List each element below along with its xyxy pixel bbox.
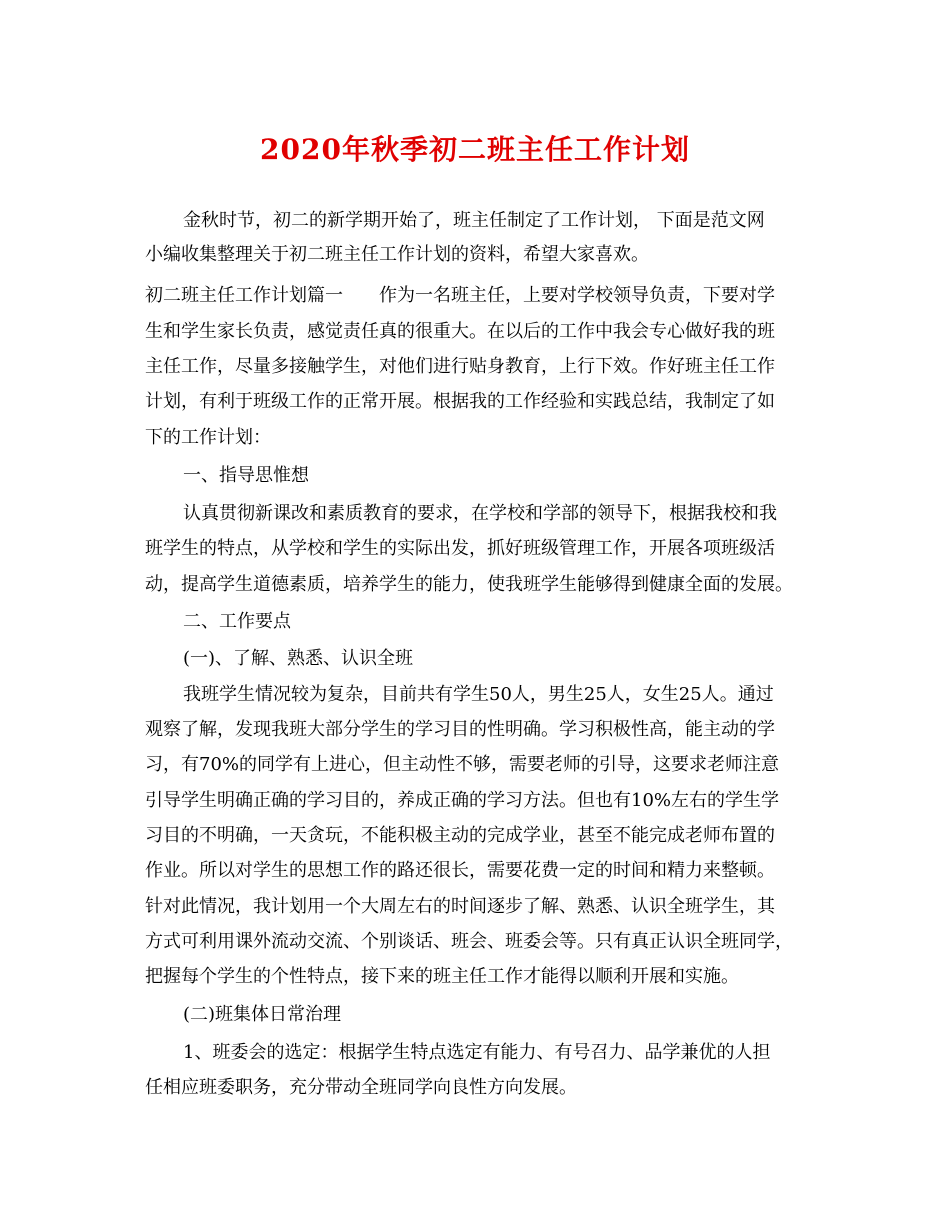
paragraph-line: 班学生的特点，从学校和学生的实际出发，抓好班级管理工作，开展各项班级活 — [145, 538, 775, 559]
paragraph-line: 我班学生情况较为复杂，目前共有学生50人，男生25人，女生25人。通过 — [183, 684, 774, 705]
paragraph-line: 针对此情况，我计划用一个大周左右的时间逐步了解、熟悉、认识全班学生，其 — [145, 896, 775, 917]
paragraph-line: 1、班委会的选定：根据学生特点选定有能力、有号召力、品学兼优的人担 — [183, 1042, 771, 1063]
paragraph-line: 任相应班委职务，充分带动全班同学向良性方向发展。 — [145, 1077, 577, 1098]
paragraph-line: 小编收集整理关于初二班主任工作计划的资料，希望大家喜欢。 — [145, 244, 649, 265]
paragraph-line: 动，提高学生道德素质，培养学生的能力，使我班学生能够得到健康全面的发展。 — [145, 574, 793, 595]
paragraph-line: 方式可利用课外流动交流、个别谈话、班会、班委会等。只有真正认识全班同学， — [145, 931, 793, 952]
section-heading: 一、指导思惟想 — [183, 465, 309, 486]
paragraph-line: 下的工作计划： — [145, 427, 271, 448]
section-heading: (一)、了解、熟悉、认识全班 — [183, 648, 414, 669]
paragraph-line: 认真贯彻新课改和素质教育的要求，在学校和学部的领导下，根据我校和我 — [183, 503, 777, 524]
document-title: 2020年秋季初二班主任工作计划 — [260, 133, 690, 166]
section-heading: (二)班集体日常治理 — [183, 1004, 342, 1025]
paragraph-line: 计划，有利于班级工作的正常开展。根据我的工作经验和实践总结，我制定了如 — [145, 391, 775, 412]
paragraph-line: 把握每个学生的个性特点，接下来的班主任工作才能得以顺利开展和实施。 — [145, 966, 739, 987]
paragraph-line: 生和学生家长负责，感觉责任真的很重大。在以后的工作中我会专心做好我的班 — [145, 321, 775, 342]
paragraph-line: 习目的不明确，一天贪玩，不能积极主动的完成学业，甚至不能完成老师布置的 — [145, 825, 775, 846]
section-heading: 二、工作要点 — [183, 611, 291, 632]
paragraph-line: 习，有70%的同学有上进心，但主动性不够，需要老师的引导，这要求老师注意 — [145, 754, 780, 775]
paragraph-line: 金秋时节，初二的新学期开始了，班主任制定了工作计划， 下面是范文网 — [183, 210, 765, 231]
paragraph-text: 作为一名班主任，上要对学校领导负责，下要对学 — [379, 285, 775, 306]
paragraph-line: 引导学生明确正确的学习目的，养成正确的学习方法。但也有10%左右的学生学 — [145, 790, 780, 811]
paragraph-line: 主任工作，尽量多接触学生，对他们进行贴身教育，上行下效。作好班主任工作 — [145, 356, 775, 377]
section-label: 初二班主任工作计划篇一 — [145, 285, 343, 306]
paragraph-line: 观察了解，发现我班大部分学生的学习目的性明确。学习积极性高，能主动的学 — [145, 719, 775, 740]
paragraph-line — [145, 283, 825, 309]
paragraph-line: 作业。所以对学生的思想工作的路还很长，需要花费一定的时间和精力来整顿。 — [145, 860, 775, 881]
